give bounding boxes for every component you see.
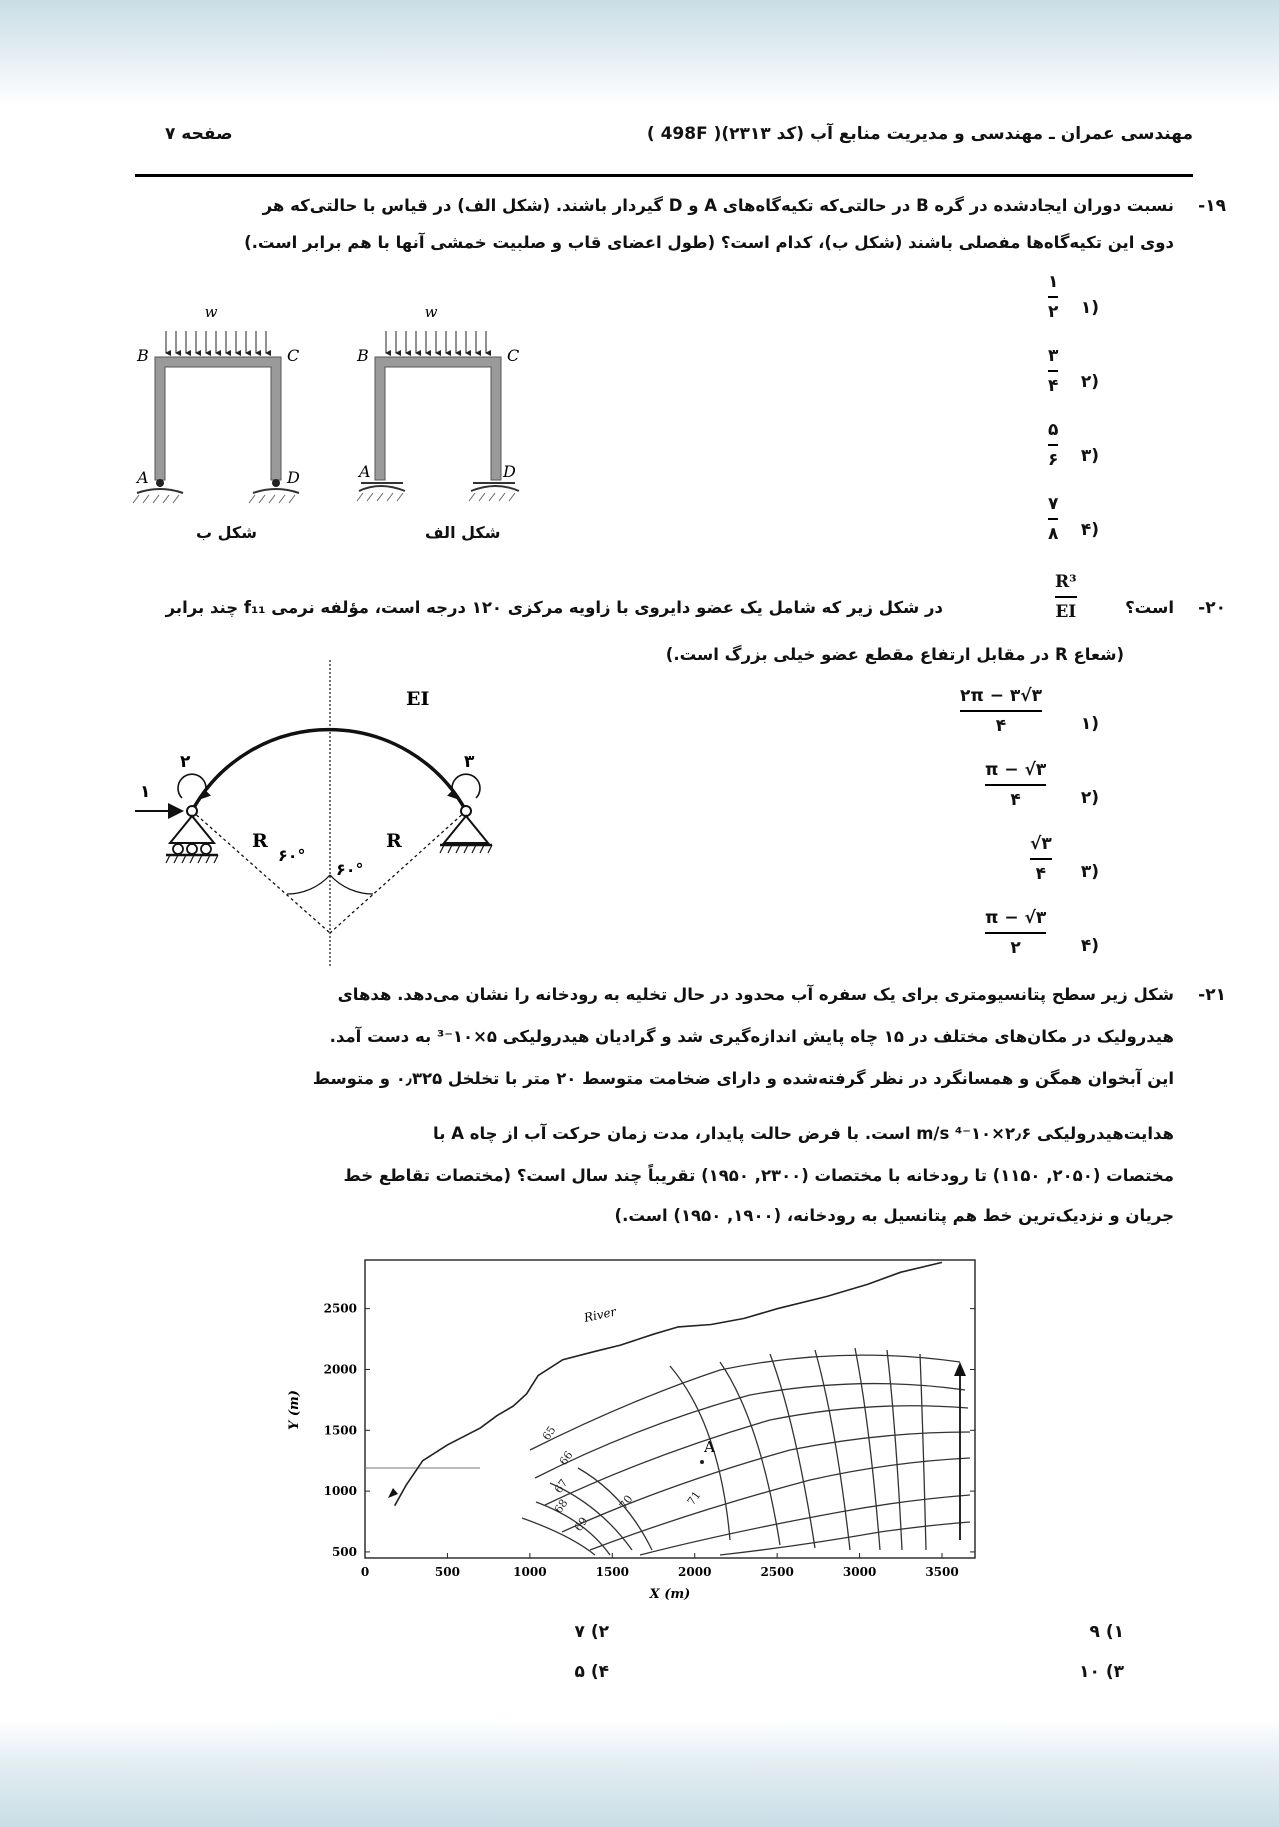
q20-option-4-number[interactable]: (۴: [1080, 936, 1099, 956]
bottom-decorative-band: [0, 1719, 1279, 1827]
q20-line-2: (شعاع R در مقابل ارتفاع مقطع عضو خیلی بزرگ است.): [665, 645, 1124, 664]
fraction-denominator: ۴: [1035, 863, 1047, 884]
x-tick-label: 0: [360, 1565, 370, 1579]
node-label-a: A: [359, 462, 371, 481]
contour-label-66: 66: [556, 1448, 576, 1468]
dof-label-3: ۳: [464, 752, 475, 772]
fraction-numerator: ۳: [1048, 346, 1059, 366]
fraction-numerator: R³: [1055, 572, 1077, 592]
q20-fraction-r3-ei: [1055, 572, 1077, 622]
q19-option-2-number[interactable]: (۲: [1080, 372, 1099, 392]
node-label-c: C: [287, 346, 300, 365]
left-roller-support: [166, 806, 218, 863]
load-label-w: w: [204, 303, 218, 321]
node-label-b: B: [357, 346, 369, 365]
fraction-bar: [960, 710, 1042, 712]
q19-option-4-fraction[interactable]: [1048, 494, 1058, 544]
y-tick-label: 2500: [323, 1301, 357, 1316]
q20-line-1-end: است؟: [1125, 598, 1174, 617]
q21-option-4[interactable]: [575, 1662, 609, 1682]
load-label-w: w: [424, 303, 438, 321]
dof-label-1: ۱: [140, 782, 151, 802]
y-axis-label: Y (m): [287, 1390, 302, 1430]
q20-line-1: در شکل زیر که شامل یک عضو دایروی با زاویه مرکزی ۱۲۰ درجه است، مؤلفه نرمی f₁₁ چند برابر: [165, 598, 943, 617]
x-tick-label: 3000: [842, 1565, 877, 1579]
q19-option-2-fraction[interactable]: [1048, 346, 1058, 396]
header-rule: [135, 174, 1193, 177]
q20-option-4-fraction[interactable]: [985, 908, 1046, 958]
right-pin-support: [440, 806, 492, 853]
q20-option-2-fraction[interactable]: [985, 760, 1046, 810]
q21-option-2-number: ۲): [590, 1622, 609, 1642]
q21-line-5: مختصات (۲۰۵۰, ۱۱۵۰) تا رودخانه با مختصات (۲۳۰۰, ۱۹۵۰) تقریباً چند سال است؟ (مختصات تقاطع خط: [343, 1166, 1174, 1185]
q21-option-4-number: ۴): [590, 1662, 609, 1682]
top-decorative-band: [0, 0, 1279, 105]
frame-figure-b: [133, 303, 300, 503]
q21-option-3-number: ۳): [1105, 1662, 1124, 1682]
y-tick-label: 2000: [323, 1362, 357, 1377]
q21-line-2: هیدرولیک در مکان‌های مختلف در ۱۵ چاه پایش اندازه‌گیری شد و گرادیان هیدرولیکی ۵×۱۰⁻³ به دست آمد.: [329, 1027, 1174, 1046]
contour-label-71: 71: [684, 1488, 704, 1508]
q21-option-1-number: ۱): [1105, 1622, 1124, 1642]
figure-a-caption: شکل الف: [425, 523, 501, 542]
x-tick-label: 2000: [678, 1565, 712, 1579]
contour-label-70: 70: [616, 1492, 636, 1512]
fraction-numerator: π − √۳: [985, 760, 1047, 780]
q21-option-3-value: ۱۰: [1079, 1662, 1100, 1682]
q19-option-1-fraction[interactable]: [1048, 272, 1058, 322]
well-a-marker: [700, 1460, 704, 1464]
fraction-bar: [985, 932, 1046, 934]
x-tick-label: 500: [434, 1565, 460, 1579]
question-number-20: ۲۰-: [1198, 598, 1226, 618]
q21-line-3: این آبخوان همگن و همسانگرد در نظر گرفته‌شده و دارای ضخامت متوسط ۲۰ متر با تخلخل ۰٫۳۲۵ و متوسط: [312, 1069, 1174, 1088]
frame-figure-a: [356, 303, 519, 501]
fraction-denominator: ۲: [1010, 937, 1021, 958]
q20-option-1-fraction[interactable]: [960, 686, 1042, 736]
fraction-bar: [1048, 370, 1058, 372]
node-label-d: D: [503, 462, 516, 481]
radius-label-left: R: [252, 830, 268, 852]
q21-option-1-value: ۹: [1089, 1622, 1100, 1642]
river-label: River: [582, 1304, 618, 1325]
q19-line-2: دوی این تکیه‌گاه‌ها مفصلی باشند (شکل ب)، کدام است؟ (طول اعضای قاب و صلبیت خمشی آنها با هم برابر است.): [244, 233, 1174, 252]
page-number: صفحه ۷: [165, 124, 233, 144]
fraction-numerator: π − √۳: [985, 908, 1047, 928]
fraction-denominator: EI: [1055, 601, 1077, 622]
y-tick-label: 1500: [323, 1423, 357, 1438]
question-number-19: ۱۹-: [1198, 196, 1226, 216]
q19-option-1-number[interactable]: (۱: [1080, 298, 1099, 318]
node-label-d: D: [287, 468, 300, 487]
q21-option-2[interactable]: [575, 1622, 609, 1642]
fraction-numerator: √۳: [1030, 834, 1052, 854]
contour-label-68: 68: [551, 1496, 571, 1516]
y-tick-label: 500: [331, 1544, 357, 1559]
contour-label-69: 69: [571, 1514, 591, 1534]
q21-line-1: شکل زیر سطح پتانسیومتری برای یک سفره آب محدود در حال تخلیه به رودخانه را نشان می‌دهد. هدهای: [337, 985, 1174, 1004]
fraction-bar: [1055, 596, 1077, 598]
question-number-21: ۲۱-: [1198, 985, 1226, 1005]
q19-line-1: نسبت دوران ایجادشده در گره B در حالتی‌که تکیه‌گاه‌های A و D گیردار باشند. (شکل الف) در قیاس با حالتی‌که هر: [262, 196, 1174, 215]
fraction-denominator: ۶: [1048, 449, 1059, 470]
x-tick-label: 1000: [513, 1565, 547, 1579]
x-tick-label: 2500: [760, 1565, 794, 1579]
pin-support-d: [272, 479, 280, 487]
fraction-bar: [1048, 296, 1058, 298]
figure-b-caption: شکل ب: [196, 523, 257, 542]
dof-label-2: ۲: [180, 752, 191, 772]
q21-option-1[interactable]: [1090, 1622, 1124, 1642]
y-tick-label: 1000: [323, 1484, 357, 1499]
q20-option-3-number[interactable]: (۳: [1080, 862, 1099, 882]
fraction-bar: [1048, 444, 1058, 446]
q21-option-2-value: ۷: [574, 1622, 585, 1642]
q20-option-3-fraction[interactable]: [1030, 834, 1052, 884]
potentiometric-surface-chart: [280, 1250, 1000, 1605]
fraction-numerator: ۲π − ۳√۳: [960, 686, 1042, 706]
q20-option-1-number[interactable]: (۱: [1080, 714, 1099, 734]
q21-line-4: هدایت‌هیدرولیکی ۲٫۶×۱۰⁻⁴ m/s است. با فرض حالت پایدار، مدت زمان حرکت آب از چاه A با: [433, 1124, 1174, 1143]
angle-label-right: ۶۰°: [336, 860, 364, 879]
page-header: [135, 124, 1193, 154]
fraction-bar: [985, 784, 1046, 786]
q19-option-3-number[interactable]: (۳: [1080, 446, 1099, 466]
fraction-bar: [1030, 858, 1052, 860]
q19-frame-figures: [125, 295, 535, 515]
fraction-denominator: ۲: [1048, 301, 1059, 322]
fraction-denominator: ۴: [1048, 375, 1059, 396]
x-tick-label: 1500: [595, 1565, 630, 1579]
q20-arch-figure: [120, 655, 520, 970]
node-label-c: C: [507, 346, 520, 365]
angle-label-left: ۶۰°: [278, 846, 306, 865]
exam-title: مهندسی عمران ـ مهندسی و مدیریت منابع آب (کد ۲۳۱۳)( 498F ): [646, 124, 1193, 144]
fraction-numerator: ۵: [1048, 420, 1059, 440]
pin-support-a: [156, 479, 164, 487]
contour-label-67: 67: [551, 1476, 571, 1496]
ei-label: EI: [406, 688, 430, 710]
fraction-numerator: ۱: [1048, 272, 1059, 292]
q21-option-4-value: ۵: [574, 1662, 585, 1682]
radius-label-right: R: [386, 830, 402, 852]
fraction-denominator: ۴: [995, 715, 1007, 736]
q21-line-6: جریان و نزدیک‌ترین خط هم پتانسیل به رودخانه، (۱۹۰۰, ۱۹۵۰) است.): [614, 1206, 1174, 1225]
fraction-bar: [1048, 518, 1058, 520]
q19-option-4-number[interactable]: (۴: [1080, 520, 1099, 540]
q20-option-2-number[interactable]: (۲: [1080, 788, 1099, 808]
q21-option-3[interactable]: [1079, 1662, 1124, 1682]
contour-label-65: 65: [539, 1423, 559, 1443]
fraction-numerator: ۷: [1048, 494, 1059, 514]
x-tick-label: 3500: [925, 1565, 959, 1579]
q19-option-3-fraction[interactable]: [1048, 420, 1058, 470]
node-label-b: B: [137, 346, 149, 365]
circular-member: [192, 730, 466, 811]
fraction-denominator: ۴: [1010, 789, 1021, 810]
plot-frame: [365, 1260, 975, 1558]
node-label-a: A: [137, 468, 149, 487]
well-a-label: A: [704, 1438, 715, 1456]
fraction-denominator: ۸: [1048, 523, 1059, 544]
x-axis-label: X (m): [649, 1587, 691, 1602]
